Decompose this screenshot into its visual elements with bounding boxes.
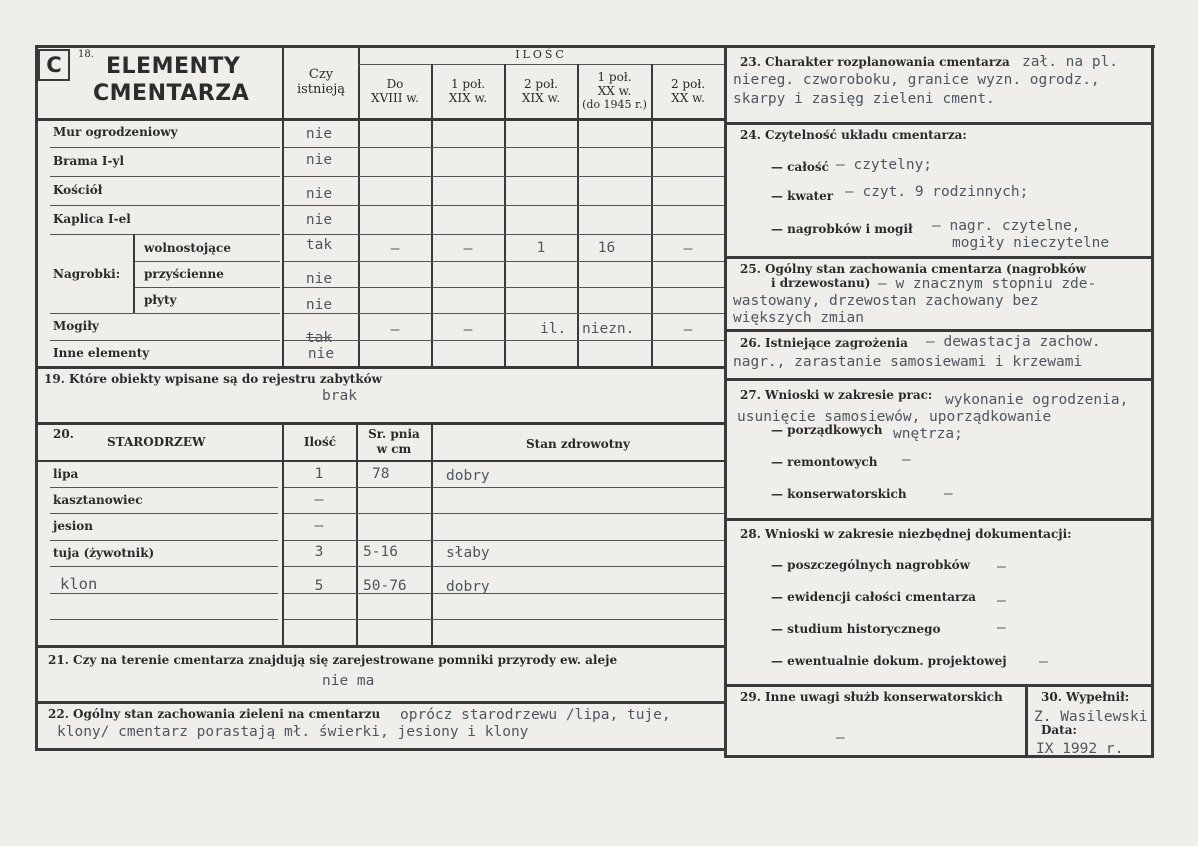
s20-col-ilosc: Ilość (303, 435, 337, 449)
s30-value: Z. Wasilewski (1034, 709, 1148, 725)
s30-label: 30. Wypełnił: (1041, 690, 1130, 704)
header-title-line2: CMENTARZA (93, 81, 250, 106)
s21-label: 21. Czy na terenie cmentarza znajdują się zarejestrowane pomniki przyrody ew. aleje (48, 653, 618, 667)
s28-label: 28. Wnioski w zakresie niezbędnej dokumentacji: (740, 527, 1072, 541)
tree-qty-jesion: – (314, 518, 324, 534)
qty-wolno-p3: 1 (536, 240, 546, 256)
s27-label: 27. Wnioski w zakresie prac: (740, 388, 933, 402)
tree-name-klon: klon (60, 575, 98, 593)
section-number: 18. (78, 49, 94, 60)
tree-size-tuja: 5-16 (363, 544, 398, 560)
qty-mogily-p4: niezn. (582, 321, 635, 337)
s27-value1: wykonanie ogrodzenia, (945, 392, 1129, 408)
s24-nagrobkow-value1: – nagr. czytelne, (932, 218, 1081, 234)
tree-name-jesion: jesion (53, 519, 94, 533)
s25-value1: – w znacznym stopniu zde- (878, 276, 1097, 292)
tree-size-lipa: 78 (372, 466, 390, 482)
row-label-inne: Inne elementy (53, 346, 150, 360)
s28-item3-value: – (997, 620, 1006, 636)
s20-col-sr1: Sr. pnia (368, 427, 420, 441)
s28-item4-label: — ewentualnie dokum. projektowej (771, 654, 1007, 668)
s20-number: 20. (53, 427, 74, 441)
exists-mogily: tak (305, 330, 333, 346)
period-2-l1: 1 poł. (450, 77, 486, 91)
exists-inne: nie (307, 346, 335, 362)
tree-state-tuja: słaby (446, 545, 490, 561)
exists-przyscienne: nie (305, 271, 333, 287)
row-label-mogily: Mogiły (53, 319, 99, 333)
s23-line2: niereg. czworoboku, granice wyzn. ogrodz., (733, 72, 1100, 88)
tree-qty-lipa: 1 (314, 466, 324, 482)
s20-col-sr2: w cm (376, 442, 412, 456)
s25-value3: większych zmian (733, 310, 864, 326)
exists-mur: nie (305, 126, 333, 142)
s27-konserwatorskich-value: – (944, 486, 953, 502)
s22-label: 22. Ogólny stan zachowania zieleni na cmentarzu (48, 707, 381, 721)
s25-label1: 25. Ogólny stan zachowania cmentarza (nagrobków (740, 262, 1086, 276)
s28-item2-value: – (997, 593, 1006, 609)
s29-value: – (836, 730, 845, 746)
header-title-line1: ELEMENTY (106, 54, 241, 79)
s26-value2: nagr., zarastanie samosiewami i krzewami (733, 354, 1083, 370)
s29-label: 29. Inne uwagi służb konserwatorskich (740, 690, 1003, 704)
s25-value2: wastowany, drzewostan zachowany bez (733, 293, 1039, 309)
s21-value: nie ma (322, 673, 375, 689)
period-3-l2: XIX w. (521, 91, 561, 105)
s23-line3: skarpy i zasięg zieleni cment. (733, 91, 995, 107)
period-1-l1: Do (386, 77, 404, 91)
s20-title: STARODRZEW (107, 435, 206, 449)
section-letter: C (46, 53, 62, 77)
qty-mogily-p1: – (390, 322, 400, 338)
s26-label: 26. Istniejące zagrożenia (740, 336, 908, 350)
header-czy-line2: istnieją (296, 82, 346, 97)
qty-mogily-p5: – (683, 322, 693, 338)
row-label-plyty: płyty (144, 293, 177, 307)
s28-item1-label: — poszczególnych nagrobków (771, 558, 971, 572)
header-czy-line1: Czy (308, 67, 334, 82)
header-ilosc: ILOŚC (515, 48, 567, 61)
s22-line1: oprócz starodrzewu /lipa, tuje, (400, 707, 671, 723)
period-4-l2: XX w. (597, 84, 632, 98)
period-1-l2: XVIII w. (371, 91, 419, 105)
section-letter-box (38, 49, 70, 81)
qty-wolno-p5: – (683, 241, 693, 257)
row-label-kaplica: Kaplica I-el (53, 212, 131, 226)
s24-calosc-value: – czytelny; (836, 157, 933, 173)
exists-brama: nie (305, 152, 333, 168)
period-4-l3: (do 1945 r.) (582, 98, 647, 111)
tree-name-kasztanowiec: kasztanowiec (53, 493, 143, 507)
tree-name-tuja: tuja (żywotnik) (53, 546, 155, 560)
s27-remontowych-value: – (902, 452, 911, 468)
row-group-nagrobki: Nagrobki: (53, 267, 121, 281)
period-4-l1: 1 poł. (597, 70, 632, 84)
s28-item2-label: — ewidencji całości cmentarza (771, 590, 976, 604)
s24-label: 24. Czytelność układu cmentarza: (740, 128, 967, 142)
s19-label: 19. Które obiekty wpisane są do rejestru zabytków (44, 372, 382, 386)
s27-value3: wnętrza; (893, 426, 963, 442)
s24-kwater-label: — kwater (771, 189, 834, 203)
s25-label2: i drzewostanu) (771, 276, 871, 290)
s22-line2: klony/ cmentarz porastają mł. świerki, jesiony i klony (57, 724, 529, 740)
s28-item4-value: – (1039, 654, 1048, 670)
qty-wolno-p4: 16 (597, 240, 616, 256)
tree-state-klon: dobry (446, 579, 490, 595)
qty-wolno-p2: – (463, 241, 473, 257)
s23-line1: zał. na pl. (1022, 54, 1119, 70)
exists-wolnostojace: tak (305, 237, 333, 253)
period-5-l1: 2 poł. (670, 77, 706, 91)
s19-value: brak (322, 388, 357, 404)
s26-value1: – dewastacja zachow. (926, 334, 1101, 350)
period-3-l1: 2 poł. (523, 77, 559, 91)
s27-value2: usunięcie samosiewów, uporządkowanie (737, 409, 1052, 425)
tree-qty-tuja: 3 (314, 544, 324, 560)
s27-konserwatorskich: — konserwatorskich (771, 487, 907, 501)
s24-kwater-value: – czyt. 9 rodzinnych; (845, 184, 1029, 200)
exists-plyty: nie (305, 297, 333, 313)
s28-item1-value: – (997, 559, 1006, 575)
s24-nagrobkow-label: — nagrobków i mogił (771, 222, 913, 236)
period-2-l2: XIX w. (448, 91, 488, 105)
row-label-przyscienne: przyścienne (144, 267, 224, 281)
tree-name-lipa: lipa (53, 467, 79, 481)
s23-label: 23. Charakter rozplanowania cmentarza (740, 55, 1010, 69)
exists-kosciol: nie (305, 186, 333, 202)
s27-remontowych: — remontowych (771, 455, 878, 469)
qty-wolno-p1: – (390, 241, 400, 257)
qty-mogily-p2: – (463, 322, 473, 338)
s20-col-stan: Stan zdrowotny (526, 437, 630, 451)
s24-nagrobkow-value2: mogiły nieczytelne (952, 235, 1110, 251)
row-label-wolnostojace: wolnostojące (144, 241, 231, 255)
qty-mogily-p3: il. (540, 321, 567, 337)
s30-date-label: Data: (1041, 723, 1077, 737)
tree-size-klon: 50-76 (363, 578, 407, 594)
tree-qty-klon: 5 (314, 578, 324, 594)
s30-date-value: IX 1992 r. (1036, 741, 1124, 757)
s27-porzadkowych: — porządkowych (771, 423, 883, 437)
tree-qty-kasztanowiec: – (314, 492, 324, 508)
exists-kaplica: nie (305, 212, 333, 228)
period-5-l2: XX w. (671, 91, 705, 105)
row-label-brama: Brama I-yl (53, 154, 125, 168)
s24-calosc-label: — całość (771, 160, 829, 174)
s28-item3-label: — studium historycznego (771, 622, 941, 636)
tree-state-lipa: dobry (446, 468, 490, 484)
row-label-kosciol: Kościół (53, 183, 103, 197)
row-label-mur: Mur ogrodzeniowy (53, 125, 178, 139)
